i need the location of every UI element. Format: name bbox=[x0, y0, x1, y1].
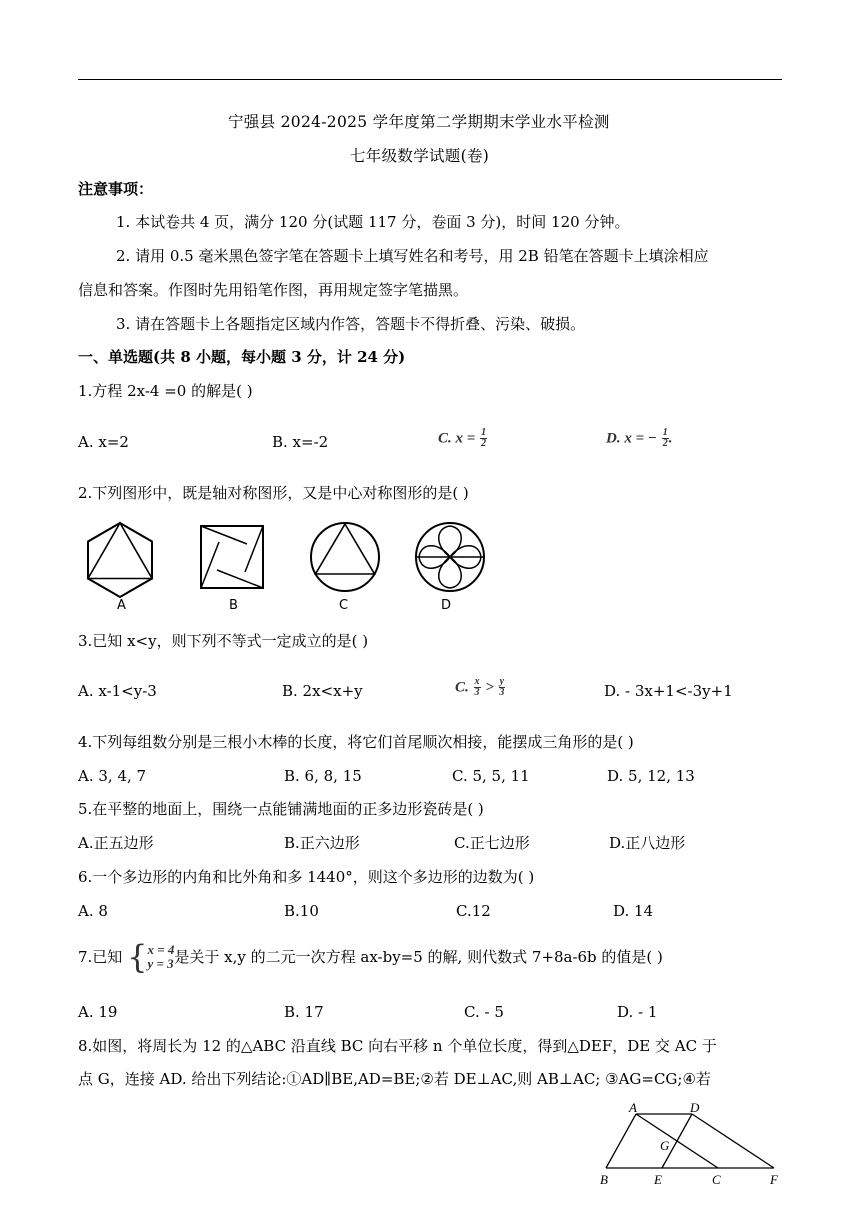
q3-stem: 3.已知 x<y，则下列不等式一定成立的是( ) bbox=[78, 632, 369, 650]
q7-eq1: x = 4 bbox=[147, 942, 175, 958]
notice-item-2: 2. 请用 0.5 毫米黑色签字笔在答题卡上填写姓名和考号，用 2B 铅笔在答题卡上填涂相应 bbox=[116, 247, 709, 265]
q1-option-c-prefix: C. x = bbox=[438, 430, 476, 447]
q2-label-c: C bbox=[339, 598, 349, 613]
q3-option-c bbox=[455, 677, 505, 698]
q4-option-b: B. 6, 8, 15 bbox=[284, 767, 362, 785]
q1-d-suffix: . bbox=[668, 430, 673, 447]
q1-d-denominator: 2 bbox=[662, 438, 668, 449]
q8-label-e: E bbox=[654, 1172, 662, 1187]
q3-option-d: D. - 3x+1<-3y+1 bbox=[604, 682, 733, 700]
q6-option-b: B.10 bbox=[284, 902, 319, 920]
q5-option-a: A.正五边形 bbox=[78, 834, 154, 852]
q3-c-prefix: C. bbox=[455, 679, 469, 696]
q8-label-f: F bbox=[770, 1172, 778, 1187]
q4-option-d: D. 5, 12, 13 bbox=[607, 767, 695, 785]
q2-stem: 2.下列图形中，既是轴对称图形，又是中心对称图形的是( ) bbox=[78, 484, 469, 502]
q7-prefix: 7.已知 bbox=[78, 948, 123, 966]
q3-c-op: > bbox=[485, 679, 494, 696]
q8-label-a: A bbox=[629, 1100, 637, 1115]
q5-option-d: D.正八边形 bbox=[609, 834, 686, 852]
q6-stem: 6.一个多边形的内角和比外角和多 1440°，则这个多边形的边数为( ) bbox=[78, 868, 535, 886]
q6-option-a: A. 8 bbox=[78, 902, 108, 920]
q1-option-a: A. x=2 bbox=[78, 433, 129, 451]
q3-c-num1: x bbox=[474, 676, 480, 687]
q1-c-denominator: 2 bbox=[481, 438, 487, 449]
q8-stem-line1: 8.如图，将周长为 12 的△ABC 沿直线 BC 向右平移 n 个单位长度，得到△DEF，DE 交 AC 于 bbox=[78, 1037, 717, 1055]
q3-c-den1: 3 bbox=[474, 687, 480, 698]
q4-stem: 4.下列每组数分别是三根小木棒的长度，将它们首尾顺次相接，能摆成三角形的是( ) bbox=[78, 733, 634, 751]
q6-option-d: D. 14 bbox=[613, 902, 654, 920]
q2-figure-d bbox=[413, 520, 487, 594]
q2-label-a: A bbox=[117, 598, 126, 613]
q3-option-b: B. 2x<x+y bbox=[282, 682, 363, 700]
section-heading: 一、单选题(共 8 小题，每小题 3 分，计 24 分) bbox=[78, 348, 406, 366]
q5-option-c: C.正七边形 bbox=[454, 834, 530, 852]
q1-option-b: B. x=-2 bbox=[272, 433, 329, 451]
q4-option-a: A. 3, 4, 7 bbox=[78, 767, 147, 785]
q3-c-num2: y bbox=[499, 676, 505, 687]
q7-option-a: A. 19 bbox=[78, 1003, 118, 1021]
q8-label-b: B bbox=[600, 1172, 608, 1187]
q4-option-c: C. 5, 5, 11 bbox=[452, 767, 530, 785]
q7-stem bbox=[78, 938, 663, 976]
notice-heading: 注意事项： bbox=[78, 180, 154, 198]
q7-eq2: y = 3 bbox=[147, 956, 174, 971]
q2-label-d: D bbox=[441, 598, 452, 613]
q8-label-d: D bbox=[690, 1100, 700, 1115]
q8-label-c: C bbox=[712, 1172, 721, 1187]
q1-option-d-prefix: D. x = − bbox=[606, 430, 657, 447]
exam-subtitle: 七年级数学试题(卷) bbox=[350, 147, 490, 165]
q1-option-c bbox=[438, 428, 487, 449]
q2-label-b: B bbox=[229, 598, 238, 613]
notice-item-3: 3. 请在答题卡上各题指定区域内作答，答题卡不得折叠、污染、破损。 bbox=[116, 315, 586, 333]
q7-option-b: B. 17 bbox=[284, 1003, 324, 1021]
q1-stem: 1.方程 2x-4 =0 的解是( ) bbox=[78, 382, 253, 400]
q6-option-c: C.12 bbox=[456, 902, 491, 920]
q8-stem-line2: 点 G，连接 AD. 给出下列结论:①AD∥BE,AD=BE;②若 DE⊥AC,则 AB⊥AC; ③AG=CG;④若 bbox=[78, 1070, 711, 1088]
q7-suffix: 是关于 x,y 的二元一次方程 ax-by=5 的解, 则代数式 7+8a-6b 的值是( ) bbox=[174, 948, 663, 966]
notice-item-1: 1. 本试卷共 4 页，满分 120 分(试题 117 分，卷面 3 分)，时间 120 分钟。 bbox=[116, 213, 630, 231]
q7-brace: { bbox=[127, 938, 148, 976]
q2-figure-a bbox=[80, 520, 160, 600]
q7-option-c: C. - 5 bbox=[464, 1003, 504, 1021]
header-rule bbox=[78, 79, 782, 80]
q3-option-a: A. x-1<y-3 bbox=[78, 682, 157, 700]
exam-title: 宁强县 2024-2025 学年度第二学期期末学业水平检测 bbox=[228, 113, 610, 131]
q5-stem: 5.在平整的地面上，围绕一点能铺满地面的正多边形瓷砖是( ) bbox=[78, 800, 484, 818]
q2-figure-b bbox=[199, 524, 265, 590]
q1-c-numerator: 1 bbox=[481, 427, 487, 438]
q7-option-d: D. - 1 bbox=[617, 1003, 658, 1021]
notice-item-2-cont: 信息和答案。作图时先用铅笔作图，再用规定签字笔描黑。 bbox=[78, 281, 469, 299]
q1-d-numerator: 1 bbox=[662, 427, 668, 438]
q3-c-den2: 3 bbox=[499, 687, 505, 698]
q8-figure bbox=[596, 1100, 796, 1188]
q1-option-d bbox=[606, 428, 673, 449]
q2-figure-c bbox=[308, 520, 382, 594]
q8-label-g: G bbox=[660, 1138, 670, 1153]
q5-option-b: B.正六边形 bbox=[284, 834, 360, 852]
